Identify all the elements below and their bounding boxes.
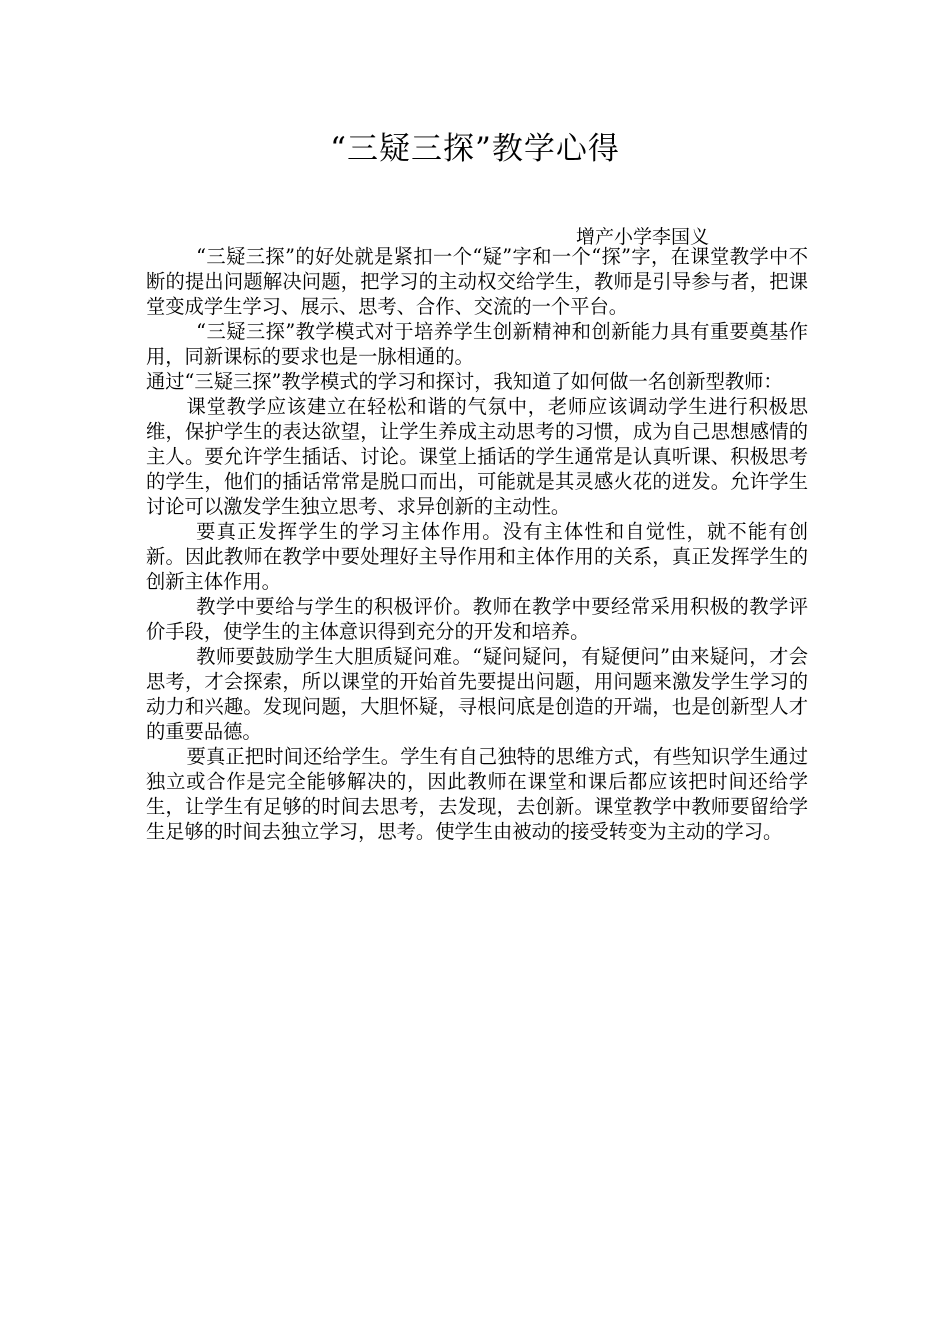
author-line: 增产小学李国义 (576, 226, 710, 248)
document-body (146, 244, 808, 844)
paragraph-4: 课堂教学应该建立在轻松和谐的气氛中，老师应该调动学生进行积极思维，保护学生的表达欲望，让学生养成主动思考的习惯，成为自己思想感情的主人。要允许学生插话、讨论。课堂上插话的学生通常是认真听课、积极思考的学生，他们的插话常常是脱口而出，可能就是其灵感火花的迸发。允许学生讨论可以激发学生独立思考、求异创新的主动性。 (146, 395, 808, 518)
paragraph-5: 要真正发挥学生的学习主体作用。没有主体性和自觉性，就不能有创新。因此教师在教学中要处理好主导作用和主体作用的关系，真正发挥学生的创新主体作用。 (146, 520, 808, 593)
document-title: “三疑三探”教学心得 (330, 131, 620, 167)
paragraph-8: 要真正把时间还给学生。学生有自己独特的思维方式，有些知识学生通过独立或合作是完全能够解决的，因此教师在课堂和课后都应该把时间还给学生，让学生有足够的时间去思考，去发现，去创新。课堂教学中教师要留给学生足够的时间去独立学习，思考。使学生由被动的接受转变为主动的学习。 (146, 745, 808, 843)
paragraph-3: 通过“三疑三探”教学模式的学习和探讨，我知道了如何做一名创新型教师： (146, 370, 783, 393)
paragraph-6: 教学中要给与学生的积极评价。教师在教学中要经常采用积极的教学评价手段，使学生的主体意识得到充分的开发和培养。 (146, 595, 808, 643)
paragraph-2: “三疑三探”教学模式对于培养学生创新精神和创新能力具有重要奠基作用，同新课标的要求也是一脉相通的。 (146, 320, 808, 368)
paragraph-7: 教师要鼓励学生大胆质疑问难。“疑问疑问，有疑便问”由来疑问，才会思考，才会探索，所以课堂的开始首先要提出问题，用问题来激发学生学习的动力和兴趣。发现问题，大胆怀疑，寻根问底是创造的开端，也是创新型人才的重要品德。 (146, 645, 808, 743)
paragraph-1: “三疑三探”的好处就是紧扣一个“疑”字和一个“探”字，在课堂教学中不断的提出问题解决问题，把学习的主动权交给学生，教师是引导参与者，把课堂变成学生学习、展示、思考、合作、交流的一个平台。 (146, 245, 808, 318)
